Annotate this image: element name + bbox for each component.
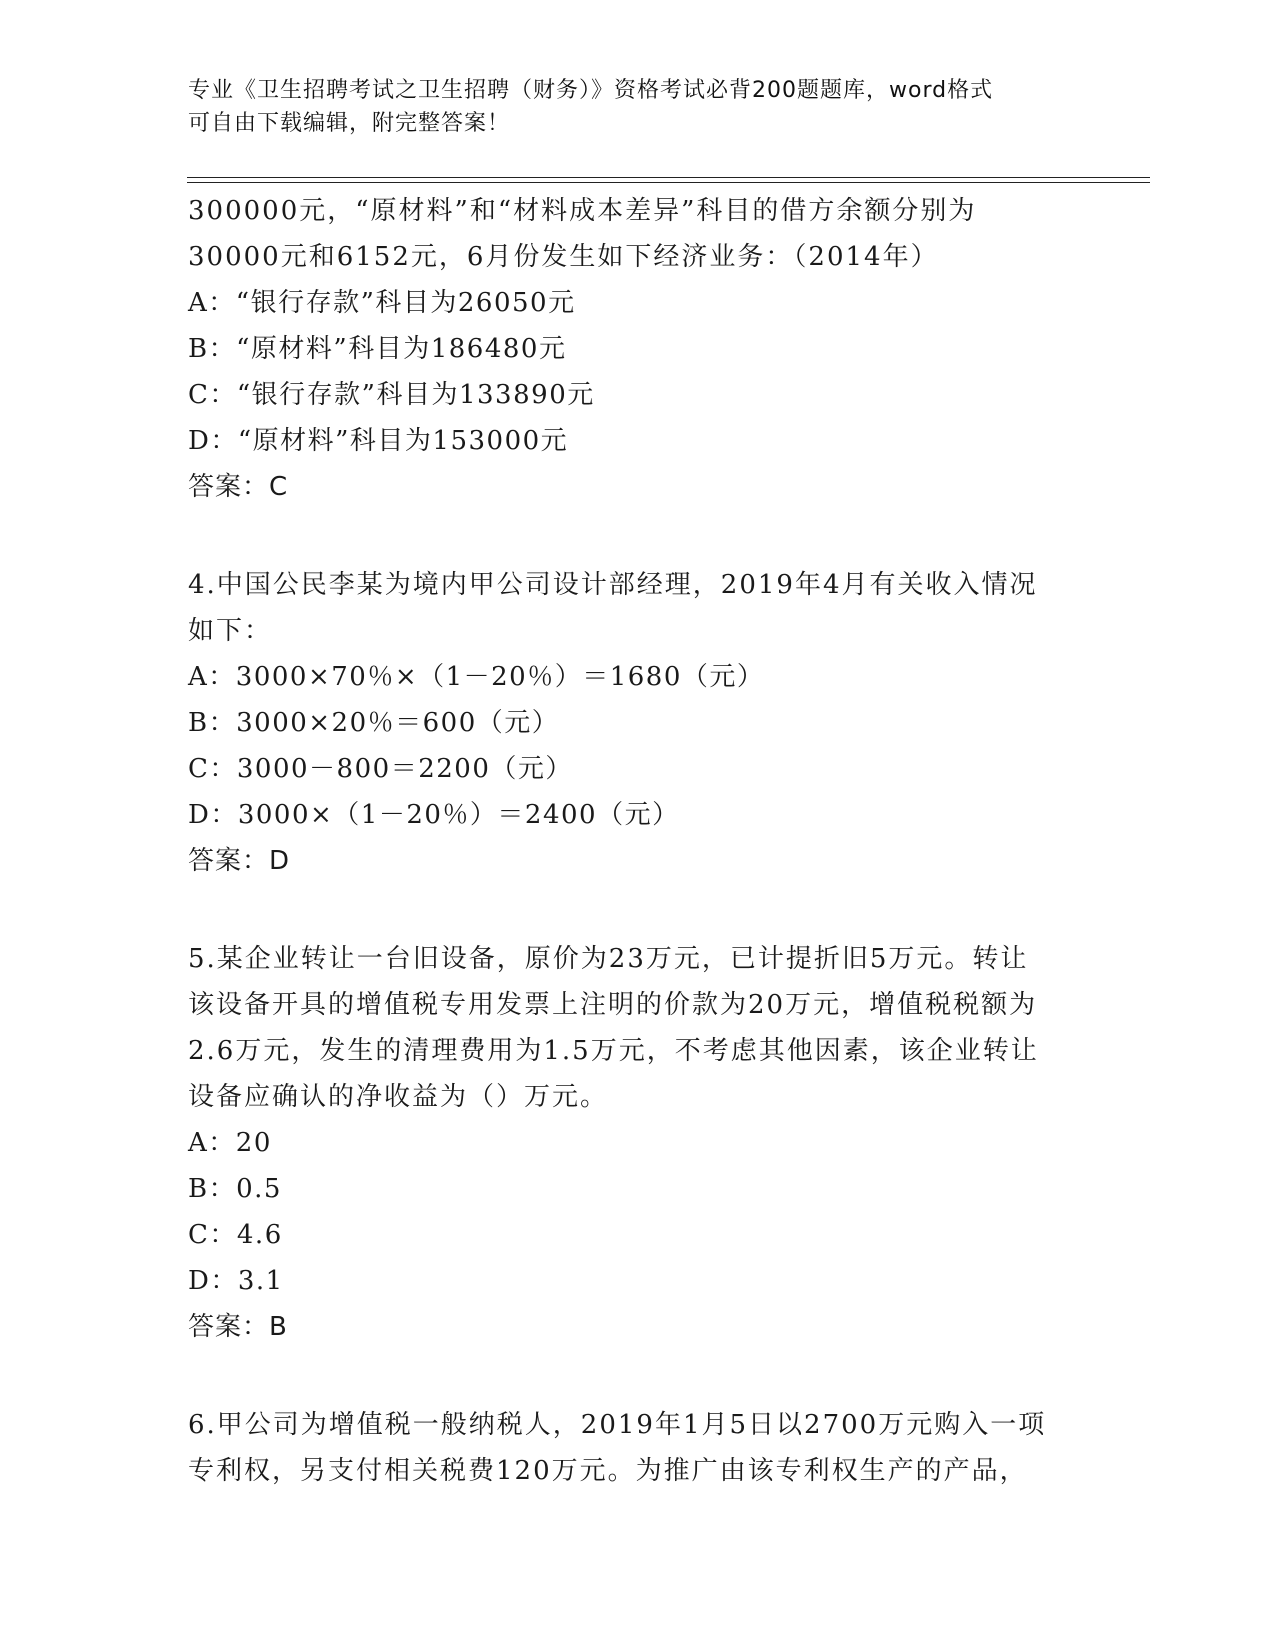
option-b: B：“原材料”科目为186480元 — [188, 334, 567, 364]
question-5 — [188, 936, 1098, 1350]
option-d: D：3000×（1－20％）＝2400（元） — [188, 800, 680, 830]
page-header — [188, 74, 1088, 140]
question-text-line: 如下： — [188, 616, 273, 646]
option-b: B：0.5 — [188, 1174, 282, 1204]
question-list — [188, 188, 1098, 1494]
question-text-line: 5.某企业转让一台旧设备，原价为23万元，已计提折旧5万元。转让 — [188, 944, 1029, 974]
header-divider-top — [187, 177, 1150, 178]
question-3-continued — [188, 188, 1098, 510]
option-c: C：4.6 — [188, 1220, 283, 1250]
option-d: D：3.1 — [188, 1266, 284, 1296]
answer-label: 答案：B — [188, 1312, 288, 1342]
question-text-line: 300000元，“原材料”和“材料成本差异”科目的借方余额分别为 — [188, 196, 977, 226]
header-title-line-1: 专业《卫生招聘考试之卫生招聘（财务）》资格考试必背200题题库，word格式 — [188, 78, 994, 103]
option-c: C：“银行存款”科目为133890元 — [188, 380, 595, 410]
header-divider-bottom — [187, 182, 1150, 183]
option-c: C：3000－800＝2200（元） — [188, 754, 573, 784]
option-a: A：3000×70％×（1－20％）＝1680（元） — [188, 662, 765, 692]
question-4 — [188, 562, 1098, 884]
question-text-line: 30000元和6152元，6月份发生如下经济业务：（2014年） — [188, 242, 939, 272]
header-title-line-2: 可自由下载编辑，附完整答案！ — [188, 111, 511, 136]
question-text-line: 专利权，另支付相关税费120万元。为推广由该专利权生产的产品， — [188, 1456, 1028, 1486]
question-text-line: 该设备开具的增值税专用发票上注明的价款为20万元，增值税税额为 — [188, 990, 1038, 1020]
question-text-line: 4.中国公民李某为境内甲公司设计部经理，2019年4月有关收入情况 — [188, 570, 1038, 600]
answer-label: 答案：C — [188, 472, 289, 502]
question-text-line: 2.6万元，发生的清理费用为1.5万元，不考虑其他因素，该企业转让 — [188, 1036, 1039, 1066]
answer-label: 答案：D — [188, 846, 291, 876]
option-d: D：“原材料”科目为153000元 — [188, 426, 569, 456]
question-text-line: 6.甲公司为增值税一般纳税人，2019年1月5日以2700万元购入一项 — [188, 1410, 1047, 1440]
question-6 — [188, 1402, 1098, 1494]
option-b: B：3000×20％＝600（元） — [188, 708, 560, 738]
question-text-line: 设备应确认的净收益为（）万元。 — [188, 1082, 609, 1112]
option-a: A：“银行存款”科目为26050元 — [188, 288, 576, 318]
option-a: A：20 — [188, 1128, 272, 1158]
